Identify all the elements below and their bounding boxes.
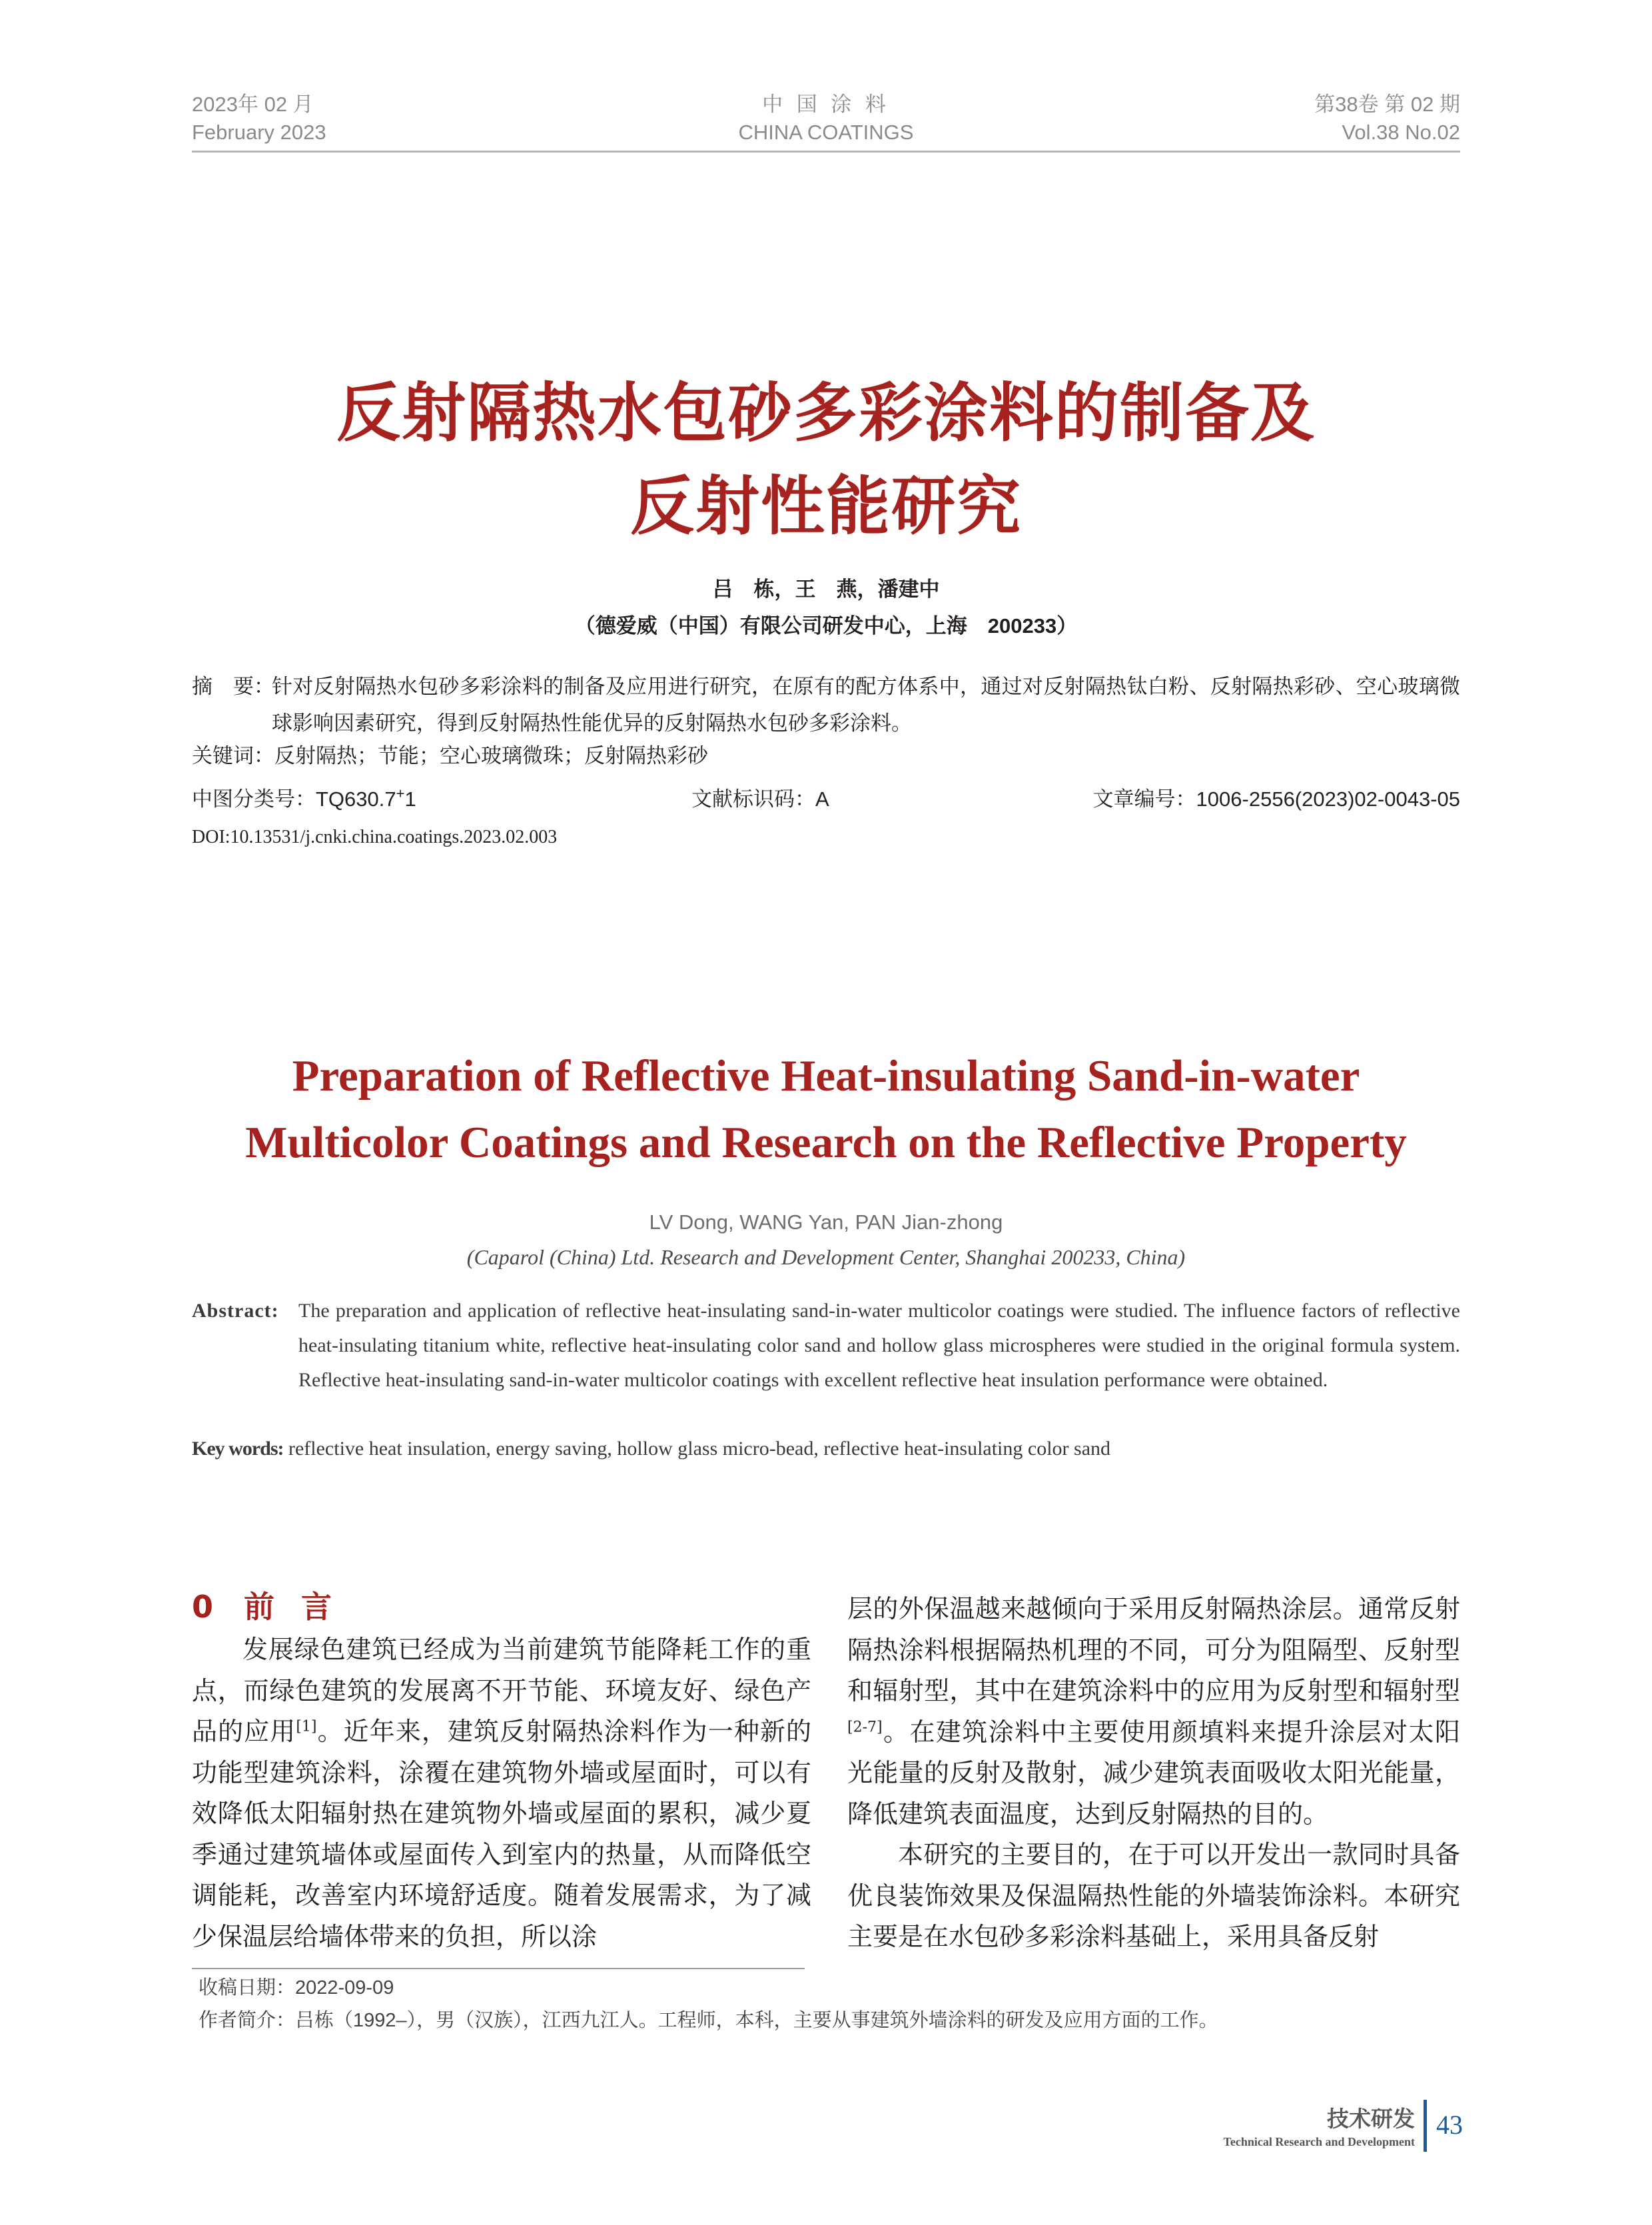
clc-label: 中图分类号：TQ630.7 — [192, 787, 396, 811]
author-bio: 作者简介：吕栋（1992–），男（汉族），江西九江人。工程师，本科，主要从事建筑外墙涂料的研发及应用方面的工作。 — [199, 2010, 1218, 2031]
body-column-right — [847, 1589, 1460, 1958]
title-cn-line-1: 反射隔热水包砂多彩涂料的制备及 — [336, 376, 1316, 450]
citation-1[interactable]: [1] — [296, 1718, 317, 1735]
keywords-cn: 关键词：反射隔热；节能；空心玻璃微珠；反射隔热彩砂 — [192, 744, 708, 767]
paragraph-3: 本研究的主要目的，在于可以开发出一款同时具备优良装饰效果及保温隔热性能的外墙装饰涂料。本研究主要是在水包砂多彩涂料基础上，采用具备反射 — [847, 1840, 1460, 1951]
authors-cn: 吕 栋，王 燕，潘建中 — [712, 578, 940, 601]
footer-divider-bar — [1424, 2100, 1427, 2152]
header-volume — [1314, 91, 1460, 147]
header-date-en: February 2023 — [192, 121, 326, 144]
paragraph-2 — [847, 1589, 1460, 1835]
abstract-cn — [192, 668, 1460, 741]
keywords-en-label: Key words: — [192, 1438, 284, 1460]
title-cn — [0, 366, 1652, 553]
paragraph-1 — [192, 1629, 811, 1957]
header-journal-en: CHINA COATINGS — [738, 121, 914, 144]
section-number: 0 — [192, 1589, 214, 1625]
abstract-en-text: The preparation and application of reflective heat-insulating sand-in-water multicolor coatings were studied. The influence factors of reflective heat-insulating titanium white, reflective heat-insulating color sand and hollow glass microspheres were studied in the original formula system. Reflective heat-insulating sand-in-water multicolor coatings with excellent reflective heat insulation performance were obtained. — [298, 1300, 1460, 1391]
keywords-en — [192, 1434, 1460, 1464]
paragraph-2-b: 。在建筑涂料中主要使用颜填料来提升涂层对太阳光能量的反射及散射，减少建筑表面吸收太阳光能量，降低建筑表面温度，达到反射隔热的目的。 — [847, 1717, 1460, 1829]
paragraph-1-a: 发展绿色建筑已经成为当前建筑节能降耗工作的重点，而绿色建筑的发展离不开节能、环境友好、绿色产品的应用 — [192, 1635, 811, 1746]
authors-en: LV Dong, WANG Yan, PAN Jian-zhong — [649, 1210, 1003, 1234]
title-en-line-2: Multicolor Coatings and Research on the Reflective Property — [245, 1118, 1407, 1167]
section-title: 前言 — [244, 1589, 359, 1625]
title-cn-line-2: 反射性能研究 — [630, 469, 1022, 544]
abstract-cn-label: 摘 要： — [192, 675, 274, 698]
body-column-left — [192, 1629, 811, 1957]
header-volume-cn: 第38卷 第 02 期 — [1314, 93, 1460, 116]
abstract-en — [192, 1294, 1460, 1398]
document-code: 文献标识码：A — [691, 787, 829, 811]
footer-section-en: Technical Research and Development — [1223, 2135, 1415, 2148]
paragraph-1-b: 。近年来，建筑反射隔热涂料作为一种新的功能型建筑涂料，涂覆在建筑物外墙或屋面时，可以有效降低太阳辐射热在建筑物外墙或屋面的累积，减少夏季通过建筑墙体或屋面传入到室内的热量，从而降低空调能耗，改善室内环境舒适度。随着发展需求，为了减少保温层给墙体带来的负担，所以涂 — [192, 1717, 811, 1951]
page-number: 43 — [1436, 2110, 1463, 2140]
clc-number — [192, 785, 416, 814]
paragraph-2-a: 层的外保温越来越倾向于采用反射隔热涂层。通常反射隔热涂料根据隔热机理的不同，可分为阻隔型、反射型和辐射型，其中在建筑涂料中的应用为反射型和辐射型 — [847, 1594, 1460, 1705]
doi: DOI:10.13531/j.cnki.china.coatings.2023.02.003 — [192, 827, 558, 847]
citation-2-7[interactable]: [2-7] — [847, 1718, 883, 1735]
article-number: 文章编号：1006-2556(2023)02-0043-05 — [1092, 787, 1460, 811]
footnote-divider — [192, 1968, 805, 1969]
header-journal-cn: 中 国 涂 料 — [762, 93, 890, 116]
section-heading — [192, 1586, 358, 1627]
header-date-cn: 2023年 02 月 — [192, 93, 314, 116]
header-volume-en: Vol.38 No.02 — [1342, 121, 1460, 144]
footer-section-cn: 技术研发 — [1327, 2106, 1415, 2131]
title-en — [0, 1043, 1652, 1176]
abstract-cn-text: 针对反射隔热水包砂多彩涂料的制备及应用进行研究，在原有的配方体系中，通过对反射隔热钛白粉、反射隔热彩砂、空心玻璃微球影响因素研究，得到反射隔热性能优异的反射隔热水包砂多彩涂料。 — [272, 675, 1460, 735]
title-en-line-1: Preparation of Reflective Heat-insulating Sand-in-water — [292, 1051, 1360, 1101]
received-date: 收稿日期：2022-09-09 — [199, 1977, 394, 1999]
keywords-en-text: reflective heat insulation, energy saving, hollow glass micro-bead, reflective heat-insulating color sand — [288, 1438, 1111, 1460]
affiliation-en: (Caparol (China) Ltd. Research and Development Center, Shanghai 200233, China) — [466, 1245, 1186, 1269]
header-divider — [192, 151, 1460, 153]
clc-sup: + — [396, 785, 405, 802]
affiliation-cn: （德爱威（中国）有限公司研发中心，上海 200233） — [574, 614, 1078, 638]
abstract-en-label: Abstract: — [192, 1300, 279, 1322]
clc-tail: 1 — [404, 787, 416, 811]
